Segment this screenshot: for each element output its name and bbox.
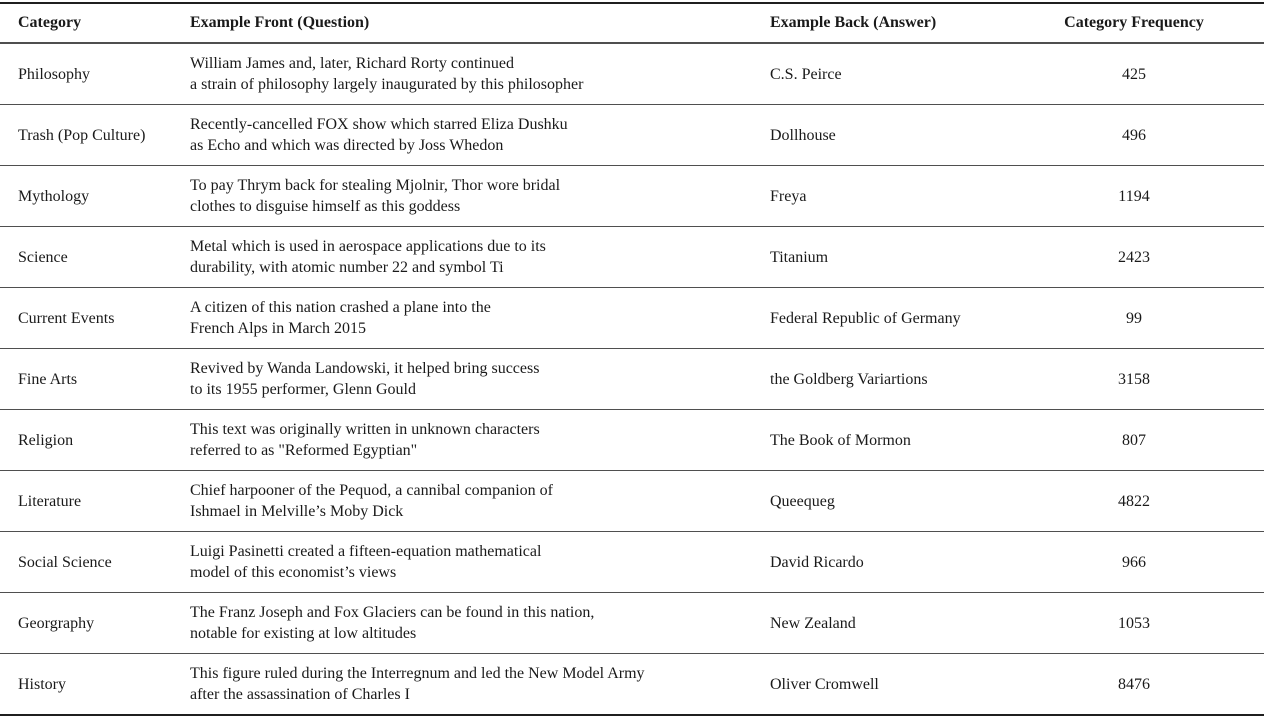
frequency-cell: 8476 <box>1118 675 1150 693</box>
answer-cell: Queequeg <box>770 471 1018 532</box>
category-cell: Fine Arts <box>0 349 190 410</box>
question-cell <box>190 349 770 410</box>
question-line-2: clothes to disguise himself as this goddess <box>190 198 461 215</box>
question-line-2: a strain of philosophy largely inaugurated by this philosopher <box>190 76 584 93</box>
category-cell: History <box>18 675 66 693</box>
question-line-2: French Alps in March 2015 <box>190 320 366 337</box>
question-cell <box>190 43 770 105</box>
question-line-2: notable for existing at low altitudes <box>190 625 417 642</box>
answer-cell: Oliver Cromwell <box>770 675 879 693</box>
table-row <box>0 166 1264 227</box>
question-cell <box>190 288 770 349</box>
question-cell <box>190 471 770 532</box>
category-cell: Religion <box>0 410 190 471</box>
frequency-cell: 1194 <box>1018 166 1264 227</box>
frequency-cell: 807 <box>1018 410 1264 471</box>
frequency-cell: 425 <box>1018 43 1264 105</box>
table-row <box>0 288 1264 349</box>
category-cell: Georgraphy <box>0 593 190 654</box>
question-line-2: model of this economist’s views <box>190 564 397 581</box>
frequency-cell: 4822 <box>1018 471 1264 532</box>
question-line-1: Revived by Wanda Landowski, it helped bring success <box>190 360 540 377</box>
table-row <box>0 105 1264 166</box>
header-row <box>0 3 1264 43</box>
table-row <box>0 532 1264 593</box>
question-line-1: This figure ruled during the Interregnum and led the New Model Army <box>190 665 645 682</box>
frequency-cell: 966 <box>1018 532 1264 593</box>
question-line-1: Recently-cancelled FOX show which starred Eliza Dushku <box>190 116 568 133</box>
table-row <box>0 410 1264 471</box>
question-line-1: Luigi Pasinetti created a fifteen-equation mathematical <box>190 543 542 560</box>
header-category: Category <box>0 3 190 43</box>
table-row <box>0 471 1264 532</box>
category-cell: Philosophy <box>0 43 190 105</box>
question-line-2: referred to as "Reformed Egyptian" <box>190 442 418 459</box>
answer-cell: Federal Republic of Germany <box>770 288 1018 349</box>
question-line-1: To pay Thrym back for stealing Mjolnir, Thor wore bridal <box>190 177 561 194</box>
header-category-frequency: Category Frequency <box>1018 3 1264 43</box>
question-line-2: to its 1955 performer, Glenn Gould <box>190 381 416 398</box>
question-line-2: durability, with atomic number 22 and symbol Ti <box>190 259 504 276</box>
category-cell: Current Events <box>0 288 190 349</box>
answer-cell: Freya <box>770 166 1018 227</box>
question-line-1: Metal which is used in aerospace applications due to its <box>190 238 546 255</box>
table-row <box>0 654 1264 716</box>
category-cell: Mythology <box>0 166 190 227</box>
answer-cell: Dollhouse <box>770 105 1018 166</box>
table-row <box>0 43 1264 105</box>
question-cell <box>190 654 770 716</box>
table-row <box>0 227 1264 288</box>
answer-cell: C.S. Peirce <box>770 43 1018 105</box>
question-line-1: This text was originally written in unknown characters <box>190 421 540 438</box>
question-cell <box>190 166 770 227</box>
question-cell <box>190 410 770 471</box>
category-cell: Social Science <box>0 532 190 593</box>
question-line-2: after the assassination of Charles I <box>190 686 410 703</box>
table-row <box>0 593 1264 654</box>
answer-cell: the Goldberg Variartions <box>770 349 1018 410</box>
frequency-cell: 99 <box>1018 288 1264 349</box>
category-cell: Science <box>0 227 190 288</box>
answer-cell: New Zealand <box>770 593 1018 654</box>
frequency-cell: 1053 <box>1018 593 1264 654</box>
question-cell <box>190 532 770 593</box>
question-cell <box>190 105 770 166</box>
header-example-front: Example Front (Question) <box>190 3 770 43</box>
question-line-1: William James and, later, Richard Rorty continued <box>190 55 514 72</box>
question-line-1: Chief harpooner of the Pequod, a cannibal companion of <box>190 482 553 499</box>
answer-cell: David Ricardo <box>770 532 1018 593</box>
question-line-1: A citizen of this nation crashed a plane into the <box>190 299 491 316</box>
question-line-2: Ishmael in Melville’s Moby Dick <box>190 503 404 520</box>
question-line-1: The Franz Joseph and Fox Glaciers can be found in this nation, <box>190 604 595 621</box>
frequency-cell: 2423 <box>1018 227 1264 288</box>
category-cell: Trash (Pop Culture) <box>0 105 190 166</box>
category-cell: Literature <box>0 471 190 532</box>
question-cell <box>190 593 770 654</box>
category-examples-table <box>0 2 1264 716</box>
header-example-back: Example Back (Answer) <box>770 3 1018 43</box>
table-row <box>0 349 1264 410</box>
frequency-cell: 496 <box>1018 105 1264 166</box>
answer-cell: Titanium <box>770 227 1018 288</box>
question-line-2: as Echo and which was directed by Joss Whedon <box>190 137 504 154</box>
frequency-cell: 3158 <box>1018 349 1264 410</box>
answer-cell: The Book of Mormon <box>770 410 1018 471</box>
question-cell <box>190 227 770 288</box>
